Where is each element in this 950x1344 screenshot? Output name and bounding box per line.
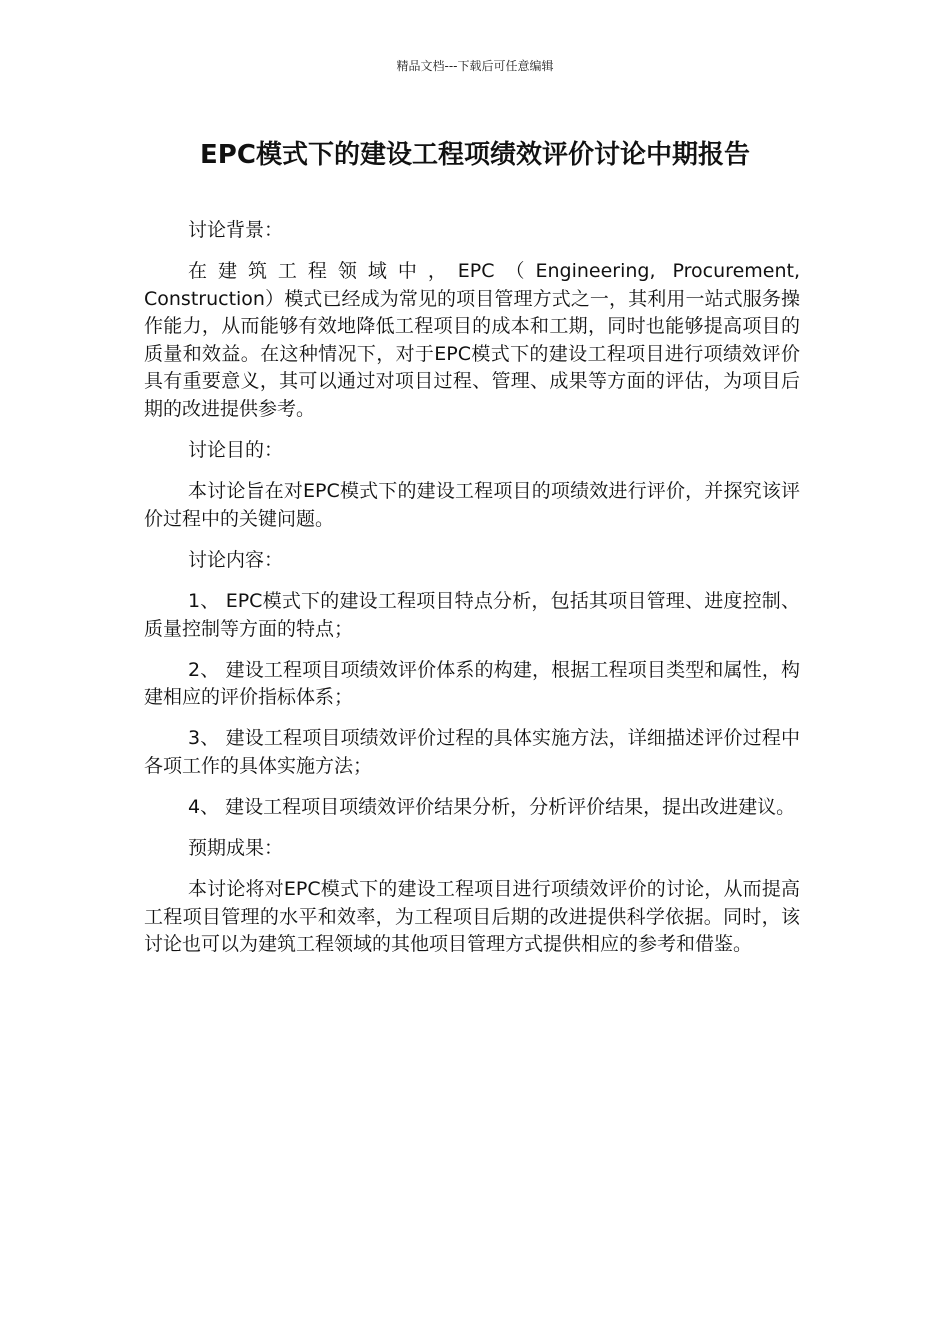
section-heading-purpose: 讨论目的： <box>188 439 284 462</box>
content-item-3: 3、 建设工程项目项绩效评价过程的具体实施方法，详细描述评价过程中各项工作的具体实施方法； <box>144 727 800 777</box>
section-heading-background: 讨论背景： <box>188 219 284 241</box>
paragraph-background: 在建筑工程领域中，EPC（Engineering, Procurement, Construction）模式已经成为常见的项目管理方式之一，其利用一站式服务操作能力，从而能够有效地降低工程项目的成本和工期，同时也能够提高项目的质量和效益。在这种情况下，对于EPC模式下的建设工程项目进行项绩效评价具有重要意义，其可以通过对项目过程、管理、成果等方面的评估，为项目后期的改进提供参考。 <box>144 260 800 421</box>
section-heading-content: 讨论内容： <box>188 548 284 571</box>
page-header-note: 精品文档---下载后可任意编辑 <box>396 59 554 73</box>
document-body <box>144 217 800 973</box>
paragraph-outcomes: 本讨论将对EPC模式下的建设工程项目进行项绩效评价的讨论，从而提高工程项目管理的水平和效率，为工程项目后期的改进提供科学依据。同时，该讨论也可以为建筑工程领域的其他项目管理方式提供相应的参考和借鉴。 <box>144 878 800 956</box>
content-item-1: 1、 EPC模式下的建设工程项目特点分析，包括其项目管理、进度控制、质量控制等方面的特点； <box>144 590 800 640</box>
content-item-4: 4、 建设工程项目项绩效评价结果分析，分析评价结果，提出改进建议。 <box>188 796 796 819</box>
section-heading-outcomes: 预期成果： <box>188 837 284 860</box>
document-title: EPC模式下的建设工程项绩效评价讨论中期报告 <box>200 140 750 170</box>
paragraph-purpose: 本讨论旨在对EPC模式下的建设工程项目的项绩效进行评价，并探究该评价过程中的关键问题。 <box>144 480 800 530</box>
content-item-2: 2、 建设工程项目项绩效评价体系的构建，根据工程项目类型和属性，构建相应的评价指标体系； <box>144 658 800 709</box>
